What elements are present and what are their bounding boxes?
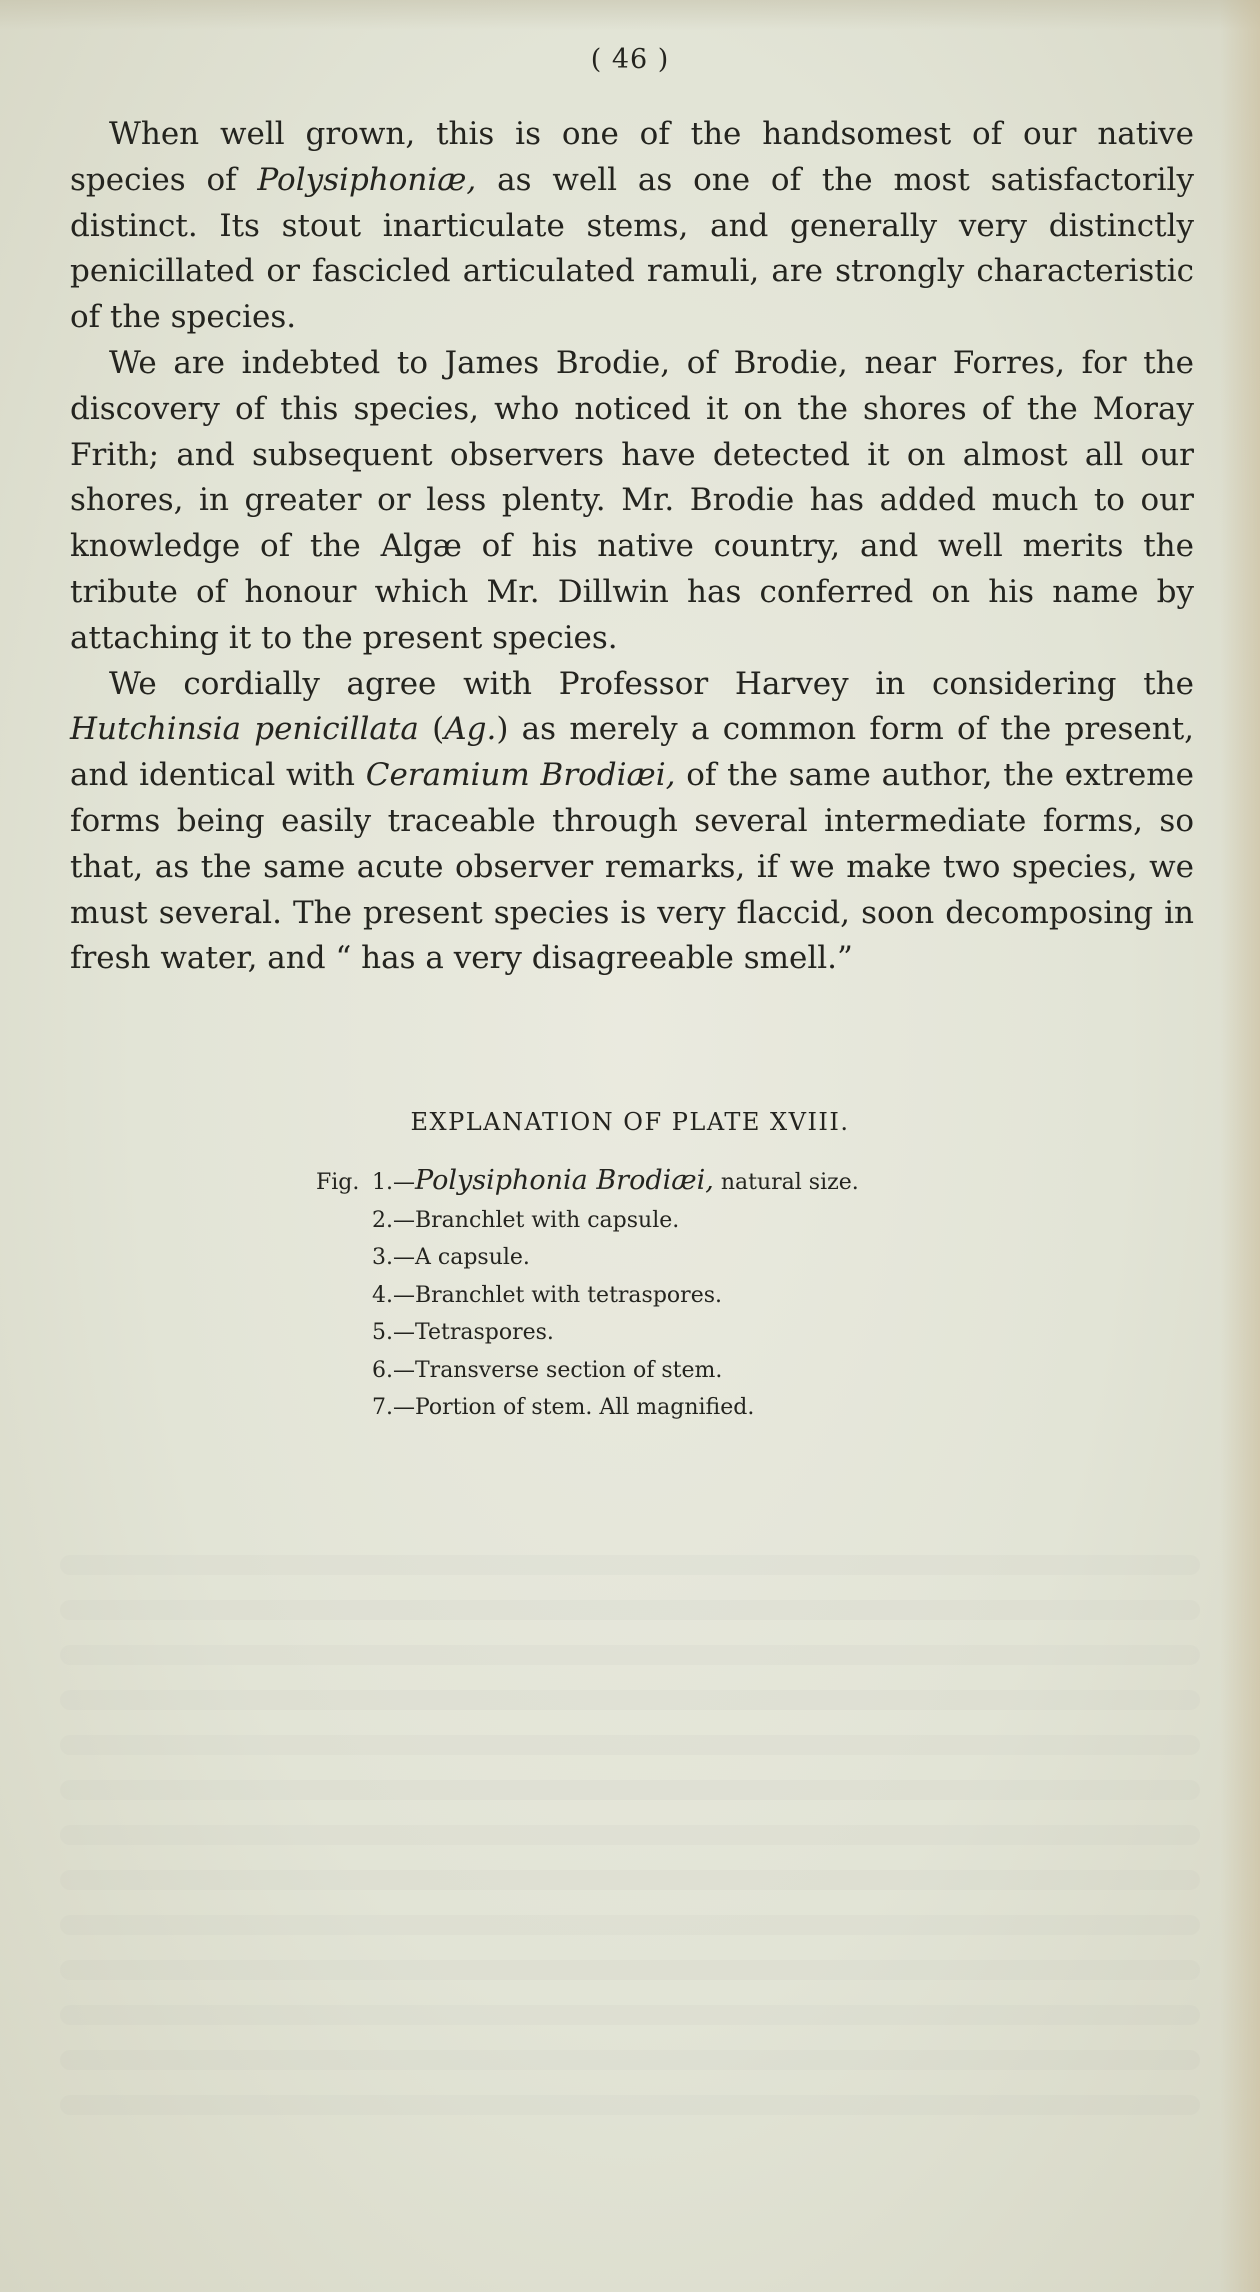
page-top-shadow	[0, 0, 1260, 30]
figure-number: 2.—	[372, 1207, 415, 1233]
italic-text: Ceramium Brodiæi,	[365, 757, 676, 794]
figure-entry	[316, 1202, 859, 1240]
figure-number: 4.—	[372, 1282, 415, 1308]
page-number: ( 46 )	[590, 44, 670, 75]
figure-number: 5.—	[372, 1320, 415, 1345]
show-through-line	[60, 1780, 1200, 1800]
show-through-line	[60, 1690, 1200, 1710]
figure-list	[316, 1162, 859, 1427]
figure-entry	[316, 1389, 859, 1427]
show-through-line	[60, 1555, 1200, 1575]
show-through-line	[60, 1645, 1200, 1665]
plate-heading: EXPLANATION OF PLATE XVIII.	[410, 1108, 850, 1136]
text-run: When well grown, this is one of the handsomest of our native species of	[70, 116, 1194, 198]
figure-description: Portion of stem. All magnified.	[415, 1395, 755, 1420]
show-through-line	[60, 1960, 1200, 1980]
italic-text: Hutchinsia penicillata	[70, 711, 419, 748]
figure-description: Branchlet with capsule.	[415, 1207, 680, 1233]
paragraph	[70, 662, 1194, 983]
italic-text: Ag.	[444, 711, 497, 748]
show-through-line	[60, 1825, 1200, 1845]
body-text	[70, 112, 1194, 982]
text-run: We are indebted to James Brodie, of Brodie, near Forres, for the discovery of this species, who noticed it on the shores of the Moray Frith; and subsequent observers have detected it on almost all our shores, in greater or less plenty. Mr. Brodie has added much to our knowledge of the Algæ of his native country, and well merits the tribute of honour which Mr. Dillwin has conferred on his name by attaching it to the present species.	[70, 344, 1194, 656]
text-run: as well as one of the most satisfactorily distinct. Its stout inarticulate stems, and generally very distinctly penicillated or fascicled articulated ramuli, are strongly characteristic of the species.	[70, 161, 1194, 336]
figure-entry	[316, 1239, 859, 1277]
figure-number: 7.—	[372, 1395, 415, 1420]
figure-number: 6.—	[372, 1357, 415, 1383]
species-name: Polysiphonia Brodiæi,	[415, 1165, 714, 1196]
show-through-line	[60, 2095, 1200, 2115]
show-through-line	[60, 1600, 1200, 1620]
figure-entry	[316, 1277, 859, 1315]
figure-description: Branchlet with tetraspores.	[415, 1282, 722, 1308]
figure-entry	[316, 1162, 859, 1202]
paragraph	[70, 341, 1194, 662]
page-right-edge	[1220, 0, 1260, 2292]
show-through-line	[60, 1915, 1200, 1935]
text-run: We cordially agree with Professor Harvey in considering the	[109, 665, 1194, 702]
figure-description: natural size.	[713, 1170, 859, 1195]
figure-number: 3.—	[372, 1245, 415, 1270]
figure-description: Transverse section of stem.	[415, 1357, 723, 1383]
figure-label: Fig.	[316, 1170, 360, 1195]
text-run: ) as merely a common form of the present, and identical with	[70, 711, 1195, 794]
figure-entry	[316, 1352, 859, 1390]
figure-entry	[316, 1314, 859, 1352]
show-through-line	[60, 1735, 1200, 1755]
show-through-line	[60, 2050, 1200, 2070]
figure-description: A capsule.	[415, 1245, 530, 1270]
text-run: (	[418, 711, 445, 748]
figure-number: 1.—	[372, 1170, 415, 1195]
show-through-line	[60, 1870, 1200, 1890]
show-through-line	[60, 2005, 1200, 2025]
text-run: of the same author, the extreme forms being easily traceable through several intermediate forms, so that, as the same acute observer remarks, if we make two species, we must several. The present species is very flaccid, soon decomposing in fresh water, and “ has a very disagreeable smell.”	[70, 757, 1194, 977]
italic-text: Polysiphoniæ,	[257, 161, 477, 198]
figure-description: Tetraspores.	[415, 1320, 554, 1345]
paragraph	[70, 112, 1194, 341]
